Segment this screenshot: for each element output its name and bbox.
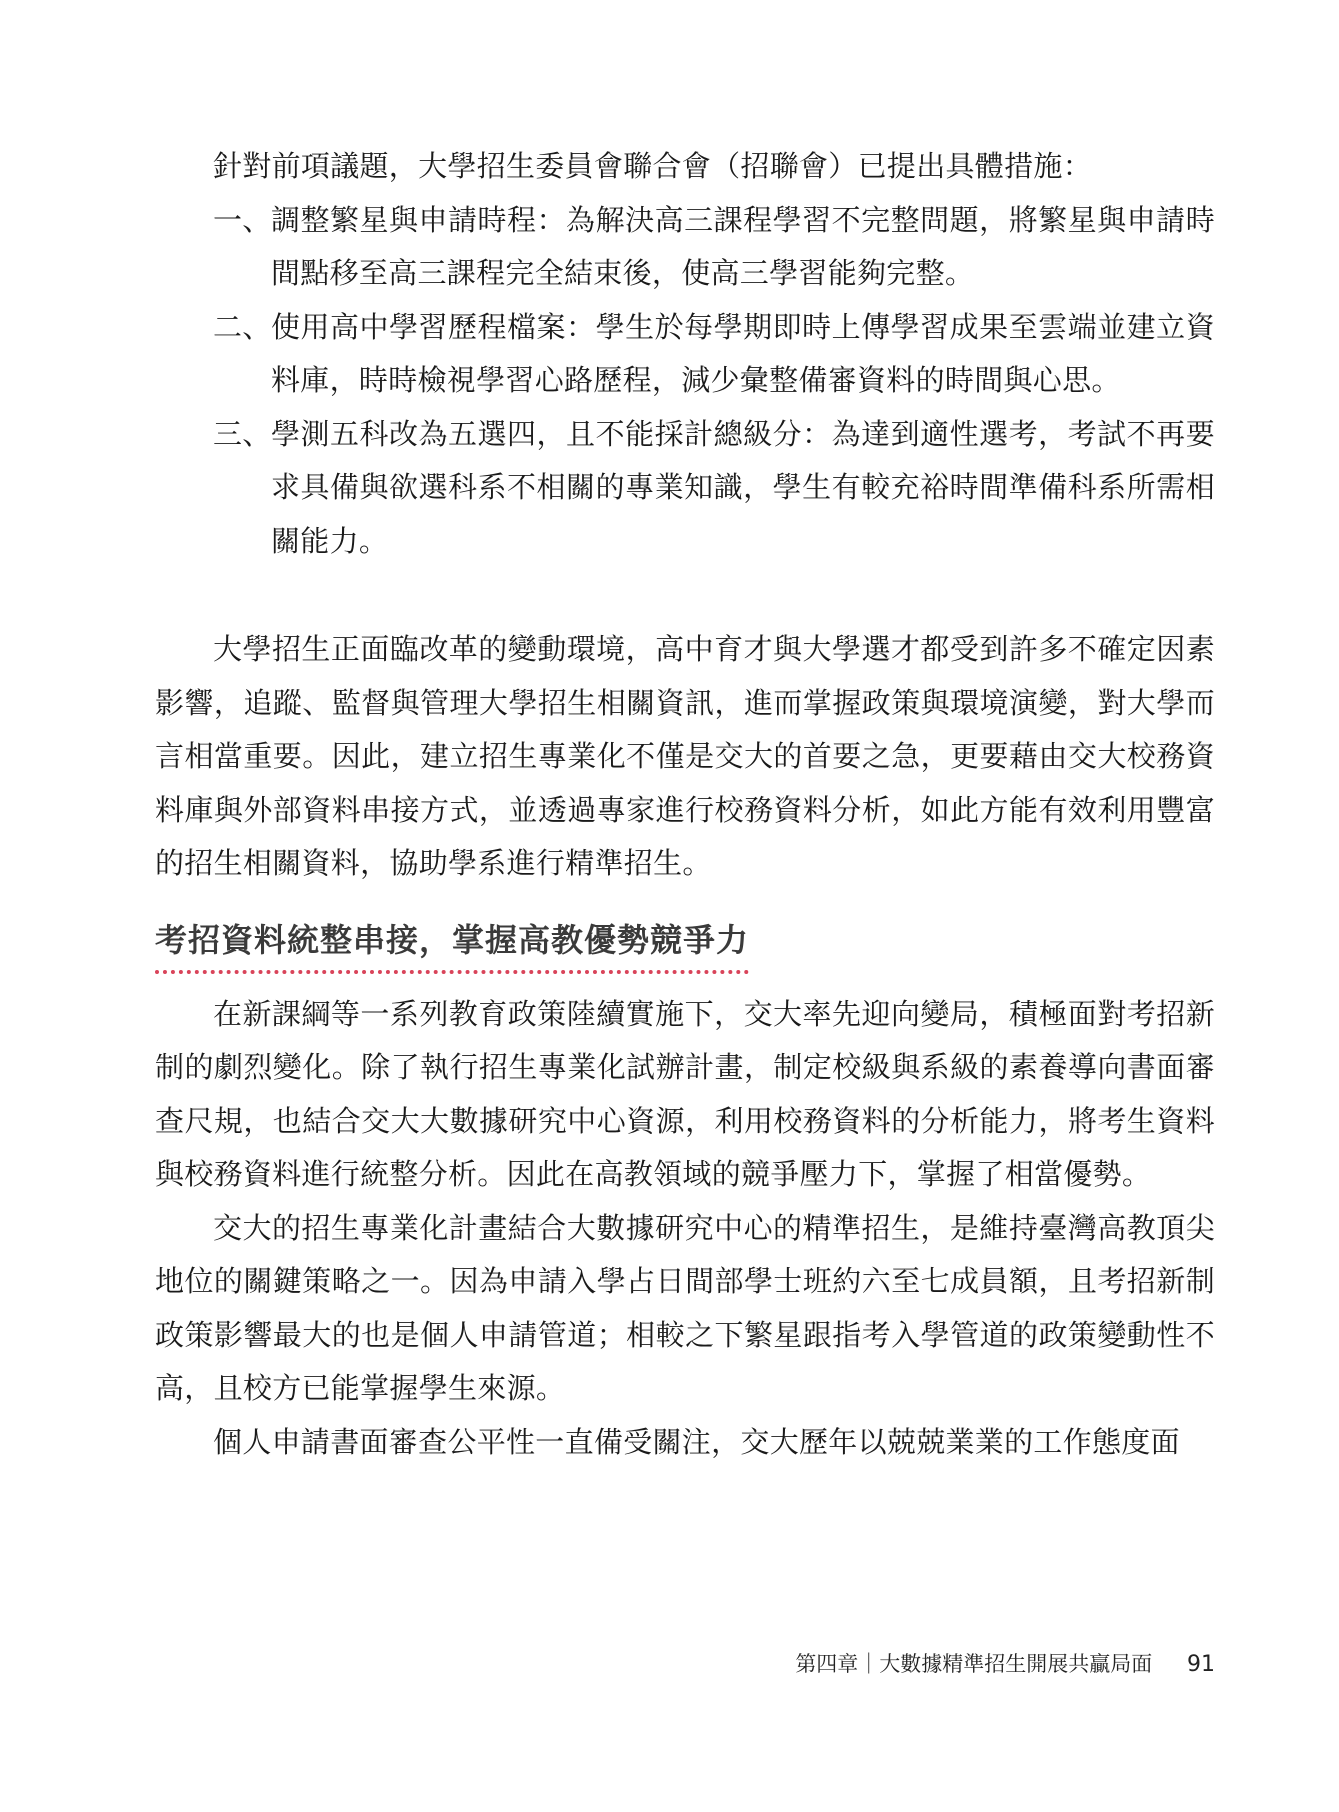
list-marker: 二、 (213, 309, 272, 344)
list-item (155, 408, 1215, 569)
intro-text: 針對前項議題，大學招生委員會聯合會（招聯會）已提出具體措施： (213, 149, 1093, 183)
list-marker: 一、 (213, 202, 272, 237)
list-item-text: 學測五科改為五選四，且不能採計總級分：為達到適性選考，考試不再要求具備與欲選科系不相關的專業知識，學生有較充裕時間準備科系所需相關能力。 (271, 416, 1215, 558)
page-body (155, 140, 1215, 1469)
chapter-title: 第四章｜大數據精準招生開展共贏局面 (795, 1652, 1153, 1676)
body-paragraph: 個人申請書面審查公平性一直備受關注，交大歷年以兢兢業業的工作態度面 (213, 1424, 1180, 1459)
body-paragraph: 交大的招生專業化計畫結合大數據研究中心的精準招生，是維持臺灣高教頂尖地位的關鍵策略之一。因為申請入學占日間部學士班約六至七成員額，且考招新制政策影響最大的也是個人申請管道；相較之下繁星跟指考入學管道的政策變動性不高，且校方已能掌握學生來源。 (155, 1210, 1215, 1405)
body-paragraph: 在新課綱等一系列教育政策陸續實施下，交大率先迎向變局，積極面對考招新制的劇烈變化。除了執行招生專業化試辦計畫，制定校級與系級的素養導向書面審查尺規，也結合交大大數據研究中心資源，利用校務資料的分析能力，將考生資料與校務資料進行統整分析。因此在高教領域的競爭壓力下，掌握了相當優勢。 (155, 996, 1215, 1191)
list-item (155, 194, 1215, 301)
page-footer (700, 1648, 1215, 1678)
section-heading: 考招資料統整串接，掌握高教優勢競爭力 (155, 920, 750, 959)
list-marker: 三、 (213, 416, 272, 451)
measure-list (155, 194, 1215, 569)
list-item-text: 使用高中學習歷程檔案：學生於每學期即時上傳學習成果至雲端並建立資料庫，時時檢視學習心路歷程，減少彙整備審資料的時間與心思。 (271, 309, 1215, 397)
body-paragraph: 大學招生正面臨改革的變動環境，高中育才與大學選才都受到許多不確定因素影響，追蹤、監督與管理大學招生相關資訊，進而掌握政策與環境演變，對大學而言相當重要。因此，建立招生專業化不僅是交大的首要之急，更要藉由交大校務資料庫與外部資料串接方式，並透過專家進行校務資料分析，如此方能有效利用豐富的招生相關資料，協助學系進行精準招生。 (155, 632, 1215, 880)
page-number: 91 (1187, 1652, 1215, 1677)
list-item-text: 調整繁星與申請時程：為解決高三課程學習不完整問題，將繁星與申請時間點移至高三課程完全結束後，使高三學習能夠完整。 (271, 202, 1215, 290)
section-heading-underline (155, 918, 749, 974)
list-item (155, 301, 1215, 408)
